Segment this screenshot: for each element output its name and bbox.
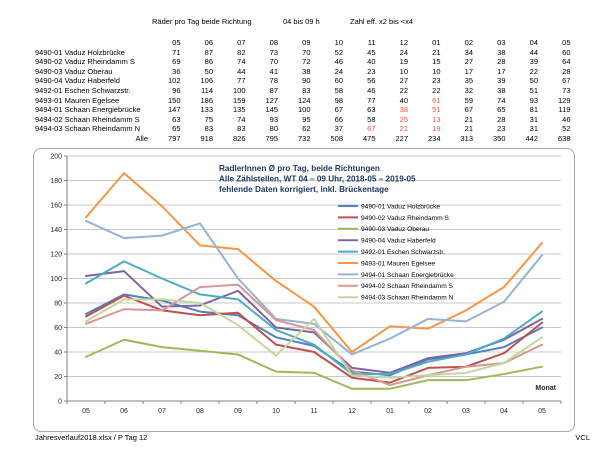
cell: 73 xyxy=(269,47,278,57)
row-label: 9494-01 Schaan Energiebrücke xyxy=(35,105,141,115)
legend-label: 9490-04 Vaduz Haberfeld xyxy=(361,237,436,245)
cell: 35 xyxy=(464,76,473,86)
cell: 38 xyxy=(497,85,506,95)
cell: 81 xyxy=(529,105,538,115)
table-month-header-row xyxy=(35,38,571,48)
cell: 83 xyxy=(302,85,311,95)
cell: 46 xyxy=(367,85,376,95)
table-total-row xyxy=(35,134,571,144)
cell: 15 xyxy=(432,57,441,67)
x-tick-label: 12 xyxy=(348,408,356,415)
table-row xyxy=(35,115,571,125)
y-tick-label: 180 xyxy=(50,178,62,185)
cell: 66 xyxy=(334,114,343,124)
cell: 40 xyxy=(399,95,408,105)
cell: 44 xyxy=(529,47,538,57)
series-line-9490-02 xyxy=(86,296,542,383)
cell: 73 xyxy=(562,85,571,95)
cell: 56 xyxy=(367,76,376,86)
cell: 826 xyxy=(232,133,246,143)
cell: 59 xyxy=(464,95,473,105)
cell: 24 xyxy=(334,66,343,76)
footer-org: VCL xyxy=(575,433,590,442)
y-tick-label: 140 xyxy=(50,227,62,234)
cell: 07 xyxy=(237,38,246,47)
cell: 82 xyxy=(237,47,246,57)
table-row xyxy=(35,86,571,96)
row-label: 9493-01 Mauren Egelsee xyxy=(35,95,120,105)
cell: 67 xyxy=(464,105,473,115)
cell: 21 xyxy=(432,47,441,57)
cell: 65 xyxy=(497,105,506,115)
cell: 129 xyxy=(557,95,571,105)
cell: 34 xyxy=(464,47,473,57)
cell: 72 xyxy=(302,57,311,67)
cell: 186 xyxy=(200,95,213,105)
cell: 100 xyxy=(297,105,311,115)
cell: 21 xyxy=(464,124,473,134)
y-tick-label: 200 xyxy=(50,153,62,161)
cell: 23 xyxy=(432,76,441,86)
table-row xyxy=(35,76,571,86)
series-line-9490-04 xyxy=(86,271,542,373)
x-tick-label: 01 xyxy=(386,408,394,415)
row-label: 9490-04 Vaduz Haberfeld xyxy=(35,76,120,86)
cell: 21 xyxy=(464,114,473,124)
cell: 50 xyxy=(204,66,213,76)
cell: 133 xyxy=(200,105,213,115)
cell: 64 xyxy=(562,57,571,67)
row-label: 9494-02 Schaan Rheindamm S xyxy=(35,114,140,124)
cell: 65 xyxy=(172,124,181,134)
series-line-9493-01 xyxy=(86,173,542,352)
cell: 350 xyxy=(492,133,506,143)
table-row xyxy=(35,67,571,77)
cell: 27 xyxy=(399,76,408,86)
cell: 87 xyxy=(269,85,278,95)
cell: 442 xyxy=(525,133,538,143)
cell: 13 xyxy=(432,114,441,124)
footer-filename: Jahresverlauf2018.xlsx / P Tag 12 xyxy=(35,433,148,442)
cell: 17 xyxy=(464,66,473,76)
cell: 22 xyxy=(529,66,538,76)
cell: 147 xyxy=(167,105,181,115)
cell: 93 xyxy=(529,95,538,105)
cell: 77 xyxy=(237,76,246,86)
cell: 86 xyxy=(204,57,213,67)
cell: 508 xyxy=(330,133,343,143)
cell: 58 xyxy=(367,114,376,124)
cell: 17 xyxy=(497,66,506,76)
cell: 39 xyxy=(497,76,506,86)
cell: 83 xyxy=(237,124,246,134)
cell: 62 xyxy=(302,124,311,134)
cell: 67 xyxy=(334,105,343,115)
cell: 106 xyxy=(200,76,213,86)
cell: 58 xyxy=(334,85,343,95)
legend-label: 9494-01 Schaan Energiebrücke xyxy=(361,271,454,279)
cell: 10 xyxy=(432,66,441,76)
cell: 159 xyxy=(232,95,246,105)
cell: 25 xyxy=(399,114,408,124)
x-tick-label: 08 xyxy=(196,408,204,415)
chart-title-line: fehlende Daten korrigiert, inkl. Brückentage xyxy=(219,185,389,195)
counts-table-body xyxy=(35,38,571,144)
cell: 46 xyxy=(562,114,571,124)
cell: 96 xyxy=(172,85,181,95)
cell: 638 xyxy=(557,133,571,143)
cell: 127 xyxy=(265,95,278,105)
cell: 98 xyxy=(334,95,343,105)
x-tick-label: 10 xyxy=(272,408,280,415)
x-tick-label: 05 xyxy=(538,408,546,415)
cell: 234 xyxy=(427,133,441,143)
cell: 11 xyxy=(367,38,376,47)
x-axis-title: Monat xyxy=(535,385,556,392)
cell: 02 xyxy=(464,38,473,47)
row-label: 9490-03 Vaduz Oberau xyxy=(35,66,113,76)
x-tick-label: 11 xyxy=(310,408,318,415)
cell: 01 xyxy=(432,38,441,47)
cell: 145 xyxy=(265,105,278,115)
cell: 150 xyxy=(167,95,181,105)
cell: 63 xyxy=(367,105,376,115)
cell: 124 xyxy=(297,95,311,105)
cell: 74 xyxy=(237,57,246,67)
table-row xyxy=(35,96,571,106)
cell: 24 xyxy=(399,47,408,57)
cell: 39 xyxy=(529,57,538,67)
cell: 71 xyxy=(172,47,181,57)
row-label: 9492-01 Eschen Schwarzstr. xyxy=(35,85,131,95)
cell: 51 xyxy=(529,85,538,95)
y-tick-label: 160 xyxy=(50,202,62,210)
cell: 70 xyxy=(302,47,311,57)
cell: 38 xyxy=(302,66,311,76)
cell: 87 xyxy=(204,47,213,57)
x-tick-label: 02 xyxy=(424,408,432,415)
cell: 31 xyxy=(529,124,538,134)
x-tick-label: 03 xyxy=(462,408,470,415)
cell: 12 xyxy=(399,38,408,47)
x-tick-label: 07 xyxy=(158,408,166,415)
cell: 21 xyxy=(399,124,408,134)
cell: 69 xyxy=(172,57,181,67)
cell: 61 xyxy=(432,95,441,105)
time-range-label: 04 bis 09 h xyxy=(283,17,320,26)
cell: 918 xyxy=(200,133,213,143)
table-title: Räder pro Tag beide Richtung xyxy=(152,17,252,26)
row-label: Alle xyxy=(135,133,148,143)
table-row xyxy=(35,48,571,58)
row-label: 9490-02 Vaduz Rheindamm S xyxy=(35,57,135,67)
cell: 09 xyxy=(302,38,311,47)
y-tick-label: 60 xyxy=(54,325,62,332)
cell: 797 xyxy=(167,133,181,143)
cell: 19 xyxy=(432,124,441,134)
cell: 08 xyxy=(269,38,278,47)
counts-table xyxy=(35,38,571,144)
cell: 37 xyxy=(334,124,343,134)
x-tick-label: 06 xyxy=(120,408,128,415)
cell: 75 xyxy=(204,114,213,124)
y-tick-label: 100 xyxy=(50,276,62,283)
y-tick-label: 0 xyxy=(58,398,62,406)
cell: 95 xyxy=(302,114,311,124)
cell: 313 xyxy=(460,133,473,143)
cell: 22 xyxy=(432,85,441,95)
cell: 114 xyxy=(201,85,213,95)
cell: 32 xyxy=(464,85,473,95)
cell: 05 xyxy=(562,38,571,47)
cell: 38 xyxy=(399,105,408,115)
x-tick-label: 09 xyxy=(234,408,242,415)
cell: 23 xyxy=(497,124,506,134)
cell: 36 xyxy=(172,66,181,76)
cell: 100 xyxy=(232,85,246,95)
cell: 78 xyxy=(269,76,278,86)
cell: 10 xyxy=(334,38,343,47)
cell: 93 xyxy=(269,114,278,124)
cell: 102 xyxy=(167,76,181,86)
line-chart xyxy=(33,148,575,432)
cell: 475 xyxy=(362,133,376,143)
cell: 28 xyxy=(497,114,506,124)
row-label: 9490-01 Vaduz Holzbrücke xyxy=(35,47,125,57)
cell: 41 xyxy=(269,66,278,76)
x-tick-label: 05 xyxy=(82,408,90,415)
cell: 50 xyxy=(529,76,538,86)
cell: 227 xyxy=(395,133,408,143)
chart-title-line: RadlerInnen Ø pro Tag, beide Richtungen xyxy=(219,164,380,173)
cell: 732 xyxy=(297,133,311,143)
legend-label: 9494-02 Schaan Rheindamm S xyxy=(361,283,454,291)
y-tick-label: 20 xyxy=(54,374,62,381)
cell: 51 xyxy=(432,105,441,115)
table-row xyxy=(35,105,571,115)
x-tick-label: 04 xyxy=(500,408,508,415)
legend-label: 9493-01 Mauren Egelsee xyxy=(361,260,436,268)
cell: 63 xyxy=(172,114,181,124)
y-tick-label: 80 xyxy=(54,300,62,308)
chart-canvas xyxy=(34,149,574,431)
cell: 31 xyxy=(529,114,538,124)
cell: 90 xyxy=(302,76,311,86)
legend-label: 9490-03 Vaduz Oberau xyxy=(361,226,430,234)
cell: 52 xyxy=(334,47,343,57)
cell: 19 xyxy=(399,57,408,67)
chart-title-line: Alle Zählstellen, WT 04 – 09 Uhr, 2018-05 – 2019-05 xyxy=(219,174,416,184)
cell: 22 xyxy=(399,85,408,95)
cell: 40 xyxy=(367,57,376,67)
series-line-9494-01 xyxy=(86,221,542,355)
cell: 67 xyxy=(562,76,571,86)
cell: 80 xyxy=(269,124,278,134)
legend-label: 9494-03 Schaan Rheindamm N xyxy=(361,294,454,302)
cell: 60 xyxy=(562,47,571,57)
chart-title xyxy=(219,164,416,194)
cell: 27 xyxy=(464,57,473,67)
factor-note-label: Zahl eff. x2 bis <x4 xyxy=(350,17,414,26)
cell: 06 xyxy=(204,38,213,47)
cell: 46 xyxy=(334,57,343,67)
legend-label: 9490-01 Vaduz Holzbrücke xyxy=(361,203,441,211)
cell: 67 xyxy=(367,124,376,134)
cell: 70 xyxy=(269,57,278,67)
cell: 74 xyxy=(497,95,506,105)
chart-legend xyxy=(338,203,454,301)
table-row xyxy=(35,124,571,134)
cell: 77 xyxy=(367,95,376,105)
row-label: 9494-03 Schaan Rheindamm N xyxy=(35,124,141,134)
legend-label: 9492-01 Eschen Schwarzstr. xyxy=(361,249,445,256)
cell: 05 xyxy=(172,38,181,47)
cell: 795 xyxy=(265,133,278,143)
cell: 23 xyxy=(367,66,376,76)
cell: 38 xyxy=(497,47,506,57)
cell: 04 xyxy=(529,38,538,47)
y-tick-label: 40 xyxy=(54,349,62,357)
row-label xyxy=(35,38,148,48)
legend-label: 9490-02 Vaduz Rheindamm S xyxy=(361,214,449,222)
cell: 74 xyxy=(237,114,246,124)
cell: 10 xyxy=(399,66,408,76)
cell: 135 xyxy=(232,105,246,115)
cell: 28 xyxy=(497,57,506,67)
cell: 44 xyxy=(237,66,246,76)
cell: 119 xyxy=(558,105,571,115)
cell: 83 xyxy=(204,124,213,134)
y-tick-label: 120 xyxy=(50,251,62,259)
cell: 45 xyxy=(367,47,376,57)
table-row xyxy=(35,57,571,67)
cell: 03 xyxy=(497,38,506,47)
cell: 60 xyxy=(334,76,343,86)
cell: 28 xyxy=(562,66,571,76)
cell: 52 xyxy=(562,124,571,134)
